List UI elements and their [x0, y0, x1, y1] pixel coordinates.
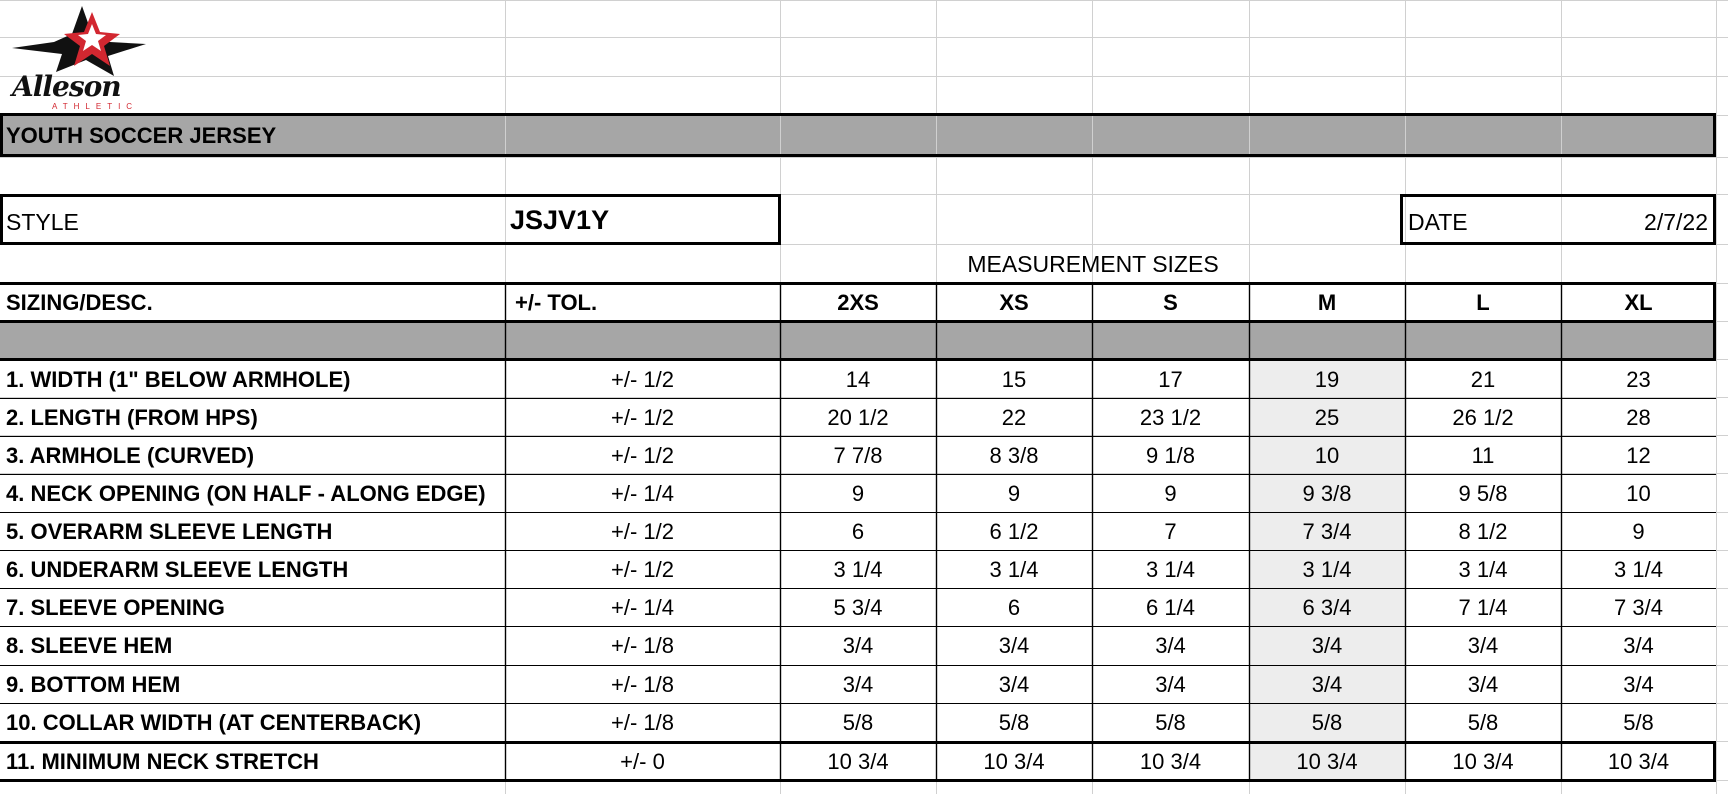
measurement-cell: 10 3/4	[827, 749, 889, 774]
measurement-cell: 3 1/4	[833, 557, 883, 582]
row-tolerance: +/- 1/8	[611, 633, 674, 658]
measurement-cell: 6 3/4	[1302, 595, 1352, 620]
row-description: 7. SLEEVE OPENING	[6, 595, 225, 620]
measurement-cell: 9 3/8	[1302, 481, 1352, 506]
logo-wordmark: Alleson	[12, 70, 121, 103]
row-description: 11. MINIMUM NECK STRETCH	[6, 749, 319, 774]
measurement-cell: 9	[1632, 519, 1645, 544]
measurement-cell: 6	[851, 519, 865, 544]
measurement-cell: 5/8	[1623, 710, 1654, 735]
row-tolerance: +/- 1/2	[611, 405, 674, 430]
measurement-cell: 8 3/8	[989, 443, 1039, 468]
row-tolerance: +/- 1/2	[611, 557, 674, 582]
style-label: STYLE	[6, 208, 79, 235]
measurement-cell: 5 3/4	[833, 595, 883, 620]
measurement-cell: 3/4	[842, 672, 874, 697]
measurement-cell: 3 1/4	[989, 557, 1039, 582]
measurement-cell: 20 1/2	[827, 405, 889, 430]
row-description: 9. BOTTOM HEM	[6, 672, 181, 697]
measurement-cell: 19	[1314, 367, 1340, 392]
measurement-cell: 26 1/2	[1452, 405, 1514, 430]
measurement-cell: 7 3/4	[1302, 519, 1352, 544]
header-desc: SIZING/DESC.	[6, 290, 153, 315]
row-description: 8. SLEEVE HEM	[6, 633, 173, 658]
measurement-cell: 9	[851, 481, 865, 506]
measurement-cell: 11	[1471, 443, 1495, 468]
measurement-cell: 23 1/2	[1139, 405, 1202, 430]
size-header: XS	[999, 290, 1029, 315]
measurement-cell: 5/8	[1311, 710, 1343, 735]
measurement-cell: 9	[1164, 481, 1177, 506]
row-description: 5. OVERARM SLEEVE LENGTH	[6, 519, 333, 544]
measurement-cell: 5/8	[998, 710, 1030, 735]
measurement-cell: 15	[1001, 367, 1027, 392]
logo-subtext: ATHLETIC	[52, 102, 139, 111]
measurement-cell: 10	[1626, 481, 1651, 506]
measurement-cell: 10 3/4	[983, 749, 1045, 774]
measurement-cell: 3/4	[1155, 633, 1186, 658]
measurement-cell: 3 1/4	[1302, 557, 1352, 582]
measurement-cell: 9	[1007, 481, 1021, 506]
row-description: 2. LENGTH (FROM HPS)	[6, 405, 258, 430]
measurement-cell: 12	[1626, 443, 1651, 468]
measurement-cell: 3/4	[842, 633, 874, 658]
measurement-cell: 6 1/2	[989, 519, 1039, 544]
measurement-cell: 10	[1314, 443, 1340, 468]
measurement-cell: 10 3/4	[1296, 749, 1358, 774]
measurement-cell: 21	[1470, 367, 1496, 392]
measurement-cell: 7 7/8	[833, 443, 883, 468]
measurement-cell: 3 1/4	[1146, 557, 1195, 582]
row-tolerance: +/- 1/2	[611, 443, 674, 468]
style-value: JSJV1Y	[510, 204, 610, 235]
header-tol: +/- TOL.	[515, 290, 598, 315]
date-value: 2/7/22	[1644, 208, 1708, 235]
alleson-logo	[10, 4, 150, 110]
measurement-cell: 28	[1626, 405, 1651, 430]
row-description: 4. NECK OPENING (ON HALF - ALONG EDGE)	[6, 481, 486, 506]
measurement-cell: 5/8	[842, 710, 874, 735]
measurement-cell: 6 1/4	[1146, 595, 1195, 620]
row-tolerance: +/- 1/8	[611, 710, 674, 735]
row-tolerance: +/- 1/4	[611, 595, 674, 620]
row-tolerance: +/- 1/4	[611, 481, 674, 506]
size-header: 2XS	[837, 290, 879, 315]
measurement-cell: 3/4	[1623, 633, 1654, 658]
measurement-cell: 3 1/4	[1458, 557, 1508, 582]
row-tolerance: +/- 1/8	[611, 672, 674, 697]
measurement-cell: 22	[1001, 405, 1027, 430]
measurement-cell: 3/4	[1311, 672, 1343, 697]
style-border	[0, 194, 781, 245]
row-description: 3. ARMHOLE (CURVED)	[6, 443, 255, 468]
measurement-cell: 3/4	[1467, 633, 1499, 658]
size-header: L	[1476, 290, 1490, 315]
row-tolerance: +/- 1/2	[611, 519, 674, 544]
sheet-title: YOUTH SOCCER JERSEY	[6, 123, 277, 148]
measurement-cell: 3/4	[1623, 672, 1654, 697]
measurement-cell: 25	[1314, 405, 1340, 430]
measurement-sizes-label: MEASUREMENT SIZES	[967, 250, 1219, 277]
measurement-cell: 7 1/4	[1458, 595, 1508, 620]
row-description: 10. COLLAR WIDTH (AT CENTERBACK)	[6, 710, 422, 735]
measurement-cell: 10 3/4	[1607, 749, 1670, 774]
measurement-cell: 10 3/4	[1139, 749, 1202, 774]
measurement-cell: 5/8	[1467, 710, 1499, 735]
row-tolerance: +/- 1/2	[611, 367, 674, 392]
measurement-cell: 10 3/4	[1452, 749, 1514, 774]
measurement-cell: 3/4	[1467, 672, 1499, 697]
measurement-cell: 7 3/4	[1614, 595, 1663, 620]
measurement-cell: 3/4	[1155, 672, 1186, 697]
measurement-cell: 3/4	[998, 672, 1030, 697]
measurement-cell: 23	[1626, 367, 1651, 392]
measurement-cell: 9 1/8	[1146, 443, 1195, 468]
measurement-cell: 17	[1158, 367, 1183, 392]
size-header: XL	[1624, 290, 1653, 315]
measurement-cell: 7	[1164, 519, 1177, 544]
row-description: 1. WIDTH (1" BELOW ARMHOLE)	[6, 367, 351, 392]
size-header: S	[1163, 290, 1178, 315]
measurement-cell: 3/4	[998, 633, 1030, 658]
measurement-cell: 5/8	[1155, 710, 1186, 735]
measurement-cell: 6	[1007, 595, 1021, 620]
date-label: DATE	[1408, 208, 1468, 235]
measurement-cell: 8 1/2	[1458, 519, 1508, 544]
measurement-cell: 3/4	[1311, 633, 1343, 658]
measurement-cell: 3 1/4	[1614, 557, 1663, 582]
measurement-cell: 9 5/8	[1458, 481, 1508, 506]
star-swoosh-icon	[10, 4, 150, 79]
row-tolerance: +/- 0	[620, 749, 665, 774]
measurement-cell: 14	[845, 367, 871, 392]
size-header: M	[1317, 290, 1337, 315]
row-description: 6. UNDERARM SLEEVE LENGTH	[6, 557, 349, 582]
